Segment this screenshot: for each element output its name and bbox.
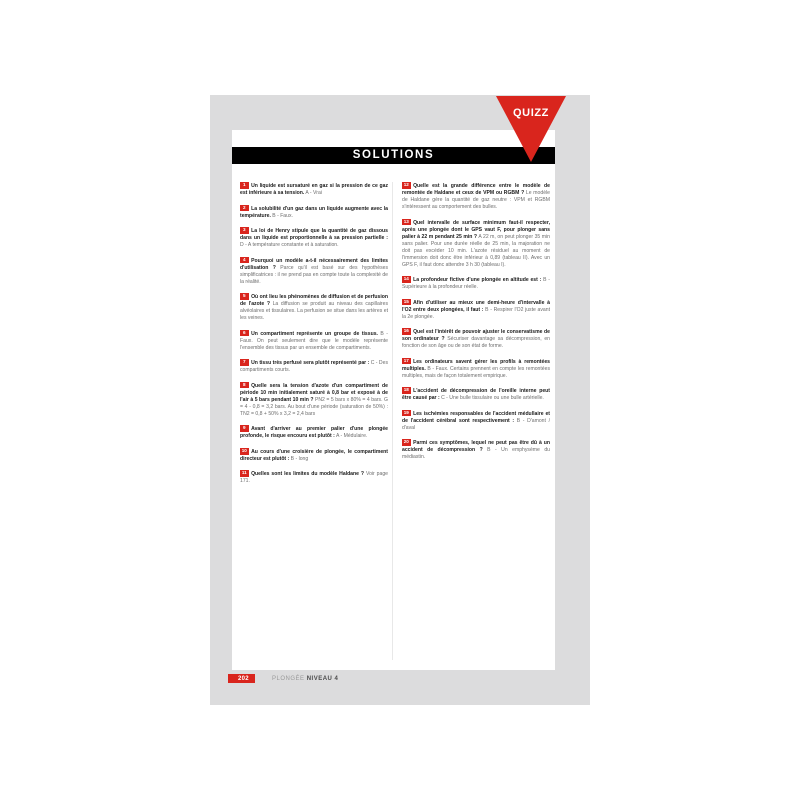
- solution-answer: Sécuriser davantage sa décompression, en fonction de son âge ou de son état de forme.: [402, 336, 550, 350]
- left-column: [240, 182, 393, 660]
- solution-number-badge: 7: [240, 359, 249, 366]
- solution-question: Quel intervalle de surface minimum faut-il respecter, après une plongée dont le GPS vaut F, pour plonger sans palier à 22 m pendant 25 min ?: [402, 219, 550, 240]
- solution-item: [402, 328, 550, 350]
- solution-question: Parmi ces symptômes, lequel ne peut pas être dû à un accident de décompression ?: [402, 440, 550, 454]
- solution-number-badge: 5: [240, 293, 249, 300]
- solution-answer: Parce qu'il est basé sur des hypothèses simplificatrices : il ne prend pas en compte toute la complexité de la réalité.: [240, 264, 388, 285]
- solution-question: Quelle est la grande différence entre le modèle de remontée de Haldane et ceux de VPM ou RGBM ?: [402, 183, 550, 197]
- solution-item: [240, 470, 388, 485]
- solution-number-badge: 4: [240, 257, 249, 264]
- solution-answer: B - D'amont / d'aval: [402, 417, 550, 431]
- solution-answer: B - Faux. Certains prennent en compte les remontées multiples, mais de façon totalement empirique.: [402, 365, 550, 379]
- solution-answer: D - A température constante et à saturation.: [240, 242, 339, 249]
- solution-answer: A 22 m, on peut plonger 35 min sans palier. Pour une durée réelle de 25 min, la majoration ne doit pas excéder 10 min. L'azote résiduel au moment de l'immersion doit donc être inférieur à 0,89 (tableau II). Avec un GPS F, il faut donc attendre 3 h 30 (tableau I).: [402, 233, 550, 268]
- solution-number-badge: 19: [403, 409, 409, 415]
- footer-title-light: PLONGÉE: [272, 676, 307, 682]
- solution-number-badge: 9: [240, 425, 249, 432]
- solution-item: [240, 382, 388, 418]
- quizz-label: QUIZZ: [513, 107, 549, 119]
- solution-question: La solubilité d'un gaz dans un liquide augmente avec la température.: [240, 205, 388, 219]
- solution-answer: Voir page 171.: [240, 471, 388, 485]
- footer-page-number: 202: [228, 674, 255, 683]
- solution-number-badge: 18: [403, 387, 409, 393]
- solution-question: Les ischémies responsables de l'accident médullaire et de l'accident cérébral sont respectivement :: [402, 410, 550, 424]
- solution-question: La loi de Henry stipule que la quantité de gaz dissous dans un liquide est proportionnelle à sa pression partielle :: [240, 228, 388, 242]
- solution-item: [240, 205, 388, 220]
- solution-answer: C - Des compartiments courts.: [240, 360, 388, 374]
- solution-item: [240, 182, 388, 197]
- solution-answer: Le modèle de Haldane gère la quantité de gaz neutre : VPM et RGBM s'intéressent au comportement des bulles.: [402, 190, 550, 211]
- solutions-columns: [240, 182, 550, 660]
- solution-answer: B - Un emphysème du médiastin.: [402, 447, 551, 461]
- footer-title-bold: NIVEAU 4: [306, 676, 339, 682]
- solution-answer: La diffusion se produit au niveau des capillaires alvéolaires et tissulaires. La perfusion se situe dans les artères et les veines.: [240, 301, 388, 322]
- solution-answer: PN2 = 5 bars x 80% = 4 bars. G = 4 - 0,8 = 3,2 bars. Au bout d'une période (saturation de 50%) : TN2 = 0,8 + 50% x 3,2 = 2,4 bars: [240, 396, 388, 417]
- solution-item: [240, 425, 388, 440]
- page-title: SOLUTIONS: [352, 149, 435, 161]
- solution-number-badge: 3: [240, 227, 249, 234]
- solution-number-badge: 1: [240, 182, 249, 189]
- solution-answer: B - long: [289, 455, 309, 462]
- solution-item: [240, 330, 388, 352]
- solution-item: [240, 448, 388, 463]
- solution-item: [240, 293, 388, 322]
- solution-question: Un compartiment représente un groupe de tissus.: [251, 330, 378, 337]
- solution-number-badge: 10: [241, 447, 247, 453]
- page-footer: [228, 674, 558, 686]
- solution-answer: B - Faux.: [270, 212, 293, 219]
- right-column: [402, 182, 550, 660]
- solution-item: [402, 276, 550, 291]
- solution-item: [240, 257, 388, 286]
- solution-number-badge: 20: [403, 439, 409, 445]
- solution-item: [240, 227, 388, 249]
- solution-number-badge: 12: [403, 182, 409, 187]
- solution-item: [402, 410, 550, 432]
- solution-question: Un tissu très perfusé sera plutôt représenté par :: [251, 360, 370, 367]
- solution-item: [402, 182, 550, 211]
- solution-question: La profondeur fictive d'une plongée en altitude est :: [413, 277, 542, 284]
- solution-number-badge: 16: [403, 328, 409, 334]
- solution-item: [402, 299, 550, 321]
- solution-number-badge: 13: [403, 218, 409, 224]
- solution-number-badge: 14: [403, 276, 409, 282]
- solution-item: [402, 358, 550, 380]
- solution-item: [240, 359, 388, 374]
- solution-number-badge: 6: [240, 330, 249, 337]
- solution-number-badge: 2: [240, 205, 249, 212]
- solution-question: Quelles sont les limites du modèle Haldane ?: [251, 471, 365, 478]
- triangle-shape: [496, 96, 566, 162]
- solution-question: Les ordinateurs savent gérer les profils à remontées multiples.: [402, 358, 550, 372]
- solution-question: Quel est l'intérêt de pouvoir ajuster le conservatisme de son ordinateur ?: [402, 329, 550, 343]
- solution-number-badge: 15: [403, 298, 409, 304]
- solution-question: Quelle sera la tension d'azote d'un compartiment de période 10 min initialement saturé à 0,8 bar et exposé à de l'air à 5 bars pendant 10 min ?: [240, 382, 388, 403]
- solution-question: Au cours d'une croisière de plongée, le compartiment directeur est plutôt :: [240, 448, 388, 462]
- solution-answer: A - Médulaire.: [334, 433, 368, 440]
- solution-answer: B - Supérieure à la profondeur réelle.: [402, 277, 550, 291]
- solution-answer: A - Vrai: [304, 190, 322, 197]
- solution-question: Un liquide est sursaturé en gaz si la pression de ce gaz est inférieure à sa tension.: [240, 183, 388, 197]
- solution-number-badge: 11: [241, 470, 247, 476]
- solution-item: [402, 219, 550, 269]
- solution-number-badge: 8: [240, 382, 249, 389]
- footer-book-title: [272, 676, 338, 682]
- solution-item: [402, 387, 550, 402]
- solution-question: Afin d'utiliser au mieux une demi-heure d'intervalle à l'O2 entre deux plongées, il faut :: [402, 299, 550, 313]
- solution-question: Pourquoi un modèle a-t-il nécessairement des limites d'utilisation ?: [240, 257, 388, 271]
- solution-question: L'accident de décompression de l'oreille interne peut être causé par :: [402, 388, 550, 402]
- solution-question: Avant d'arriver au premier palier d'une plongée profonde, le risque encouru est plutôt :: [240, 426, 388, 440]
- solution-number-badge: 17: [403, 357, 409, 363]
- solution-answer: B - Respirer l'O2 juste avant la 2e plongée.: [402, 306, 550, 320]
- quizz-banner: [496, 96, 566, 162]
- solution-question: Où ont lieu les phénomènes de diffusion et de perfusion de l'azote ?: [240, 294, 388, 308]
- solution-answer: B - Faux. On peut seulement dire que le modèle représente l'ensemble des tissus par un ensemble de compartiments.: [240, 330, 388, 351]
- solution-answer: C - Une bulle tissulaire ou une bulle artérielle.: [439, 395, 544, 402]
- solution-item: [402, 439, 550, 461]
